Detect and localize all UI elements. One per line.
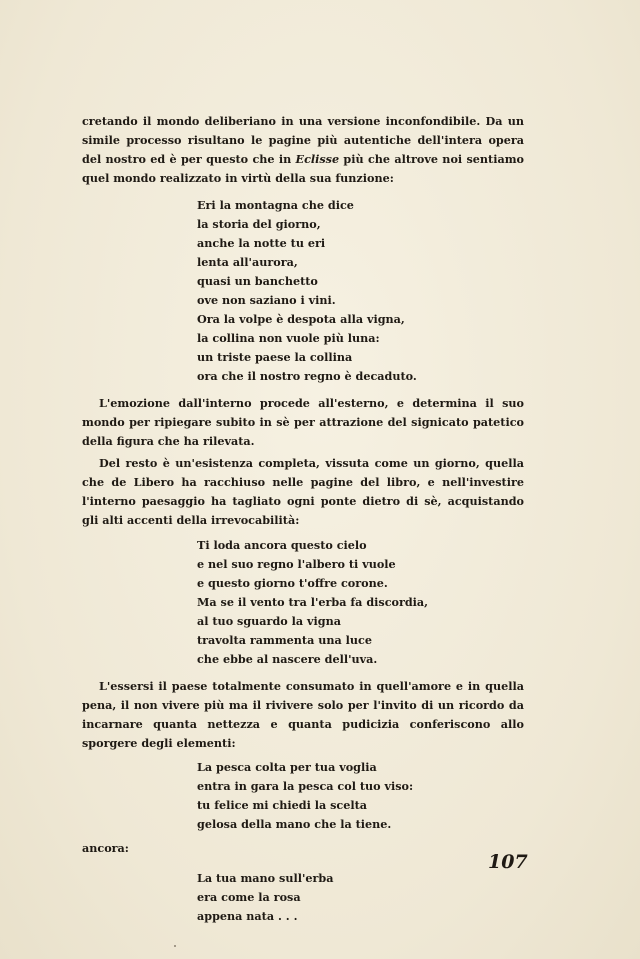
poem-line: che ebbe al nascere dell'uva. xyxy=(197,652,378,666)
poem-line: gelosa della mano che la tiene. xyxy=(197,817,392,831)
poem-quote-4 xyxy=(82,869,524,926)
paragraph-4: L'essersi il paese totalmente consumato in quell'amore e in quella pena, il non vivere più ma il rivivere solo per l'invito di un ricordo da incarnare quanta nettezza e quanta pudicizia conferiscono allo sporgere degli elementi: xyxy=(82,679,524,750)
paragraph-1-text-b: più che altrove noi sentiamo quel mondo realizzato in virtù della sua funzione: xyxy=(82,152,524,185)
poem-line: travolta rammenta una luce xyxy=(197,633,372,647)
poem-line: e questo giorno t'offre corone. xyxy=(197,576,388,590)
poem-line: entra in gara la pesca col tuo viso: xyxy=(197,779,414,793)
poem-line: al tuo sguardo la vigna xyxy=(197,614,341,628)
page-number: 107 xyxy=(488,851,528,873)
poem-line: anche la notte tu eri xyxy=(197,236,326,250)
poem-line: Ti loda ancora questo cielo xyxy=(197,538,367,552)
poem-line: quasi un banchetto xyxy=(197,274,318,288)
poem-line: tu felice mi chiedi la scelta xyxy=(197,798,368,812)
paragraph-5: ancora: xyxy=(82,841,129,855)
poem-line: appena nata . . . xyxy=(197,909,298,923)
page-body xyxy=(82,112,524,926)
poem-line: Ma se il vento tra l'erba fa discordia, xyxy=(197,595,429,609)
poem-line: ove non saziano i vini. xyxy=(197,293,336,307)
poem-line: Eri la montagna che dice xyxy=(197,198,354,212)
poem-line: e nel suo regno l'albero ti vuole xyxy=(197,557,396,571)
poem-line: era come la rosa xyxy=(197,890,301,904)
poem-line: un triste paese la collina xyxy=(197,350,353,364)
poem-quote-1 xyxy=(82,196,524,386)
poem-line: ora che il nostro regno è decaduto. xyxy=(197,369,417,383)
poem-quote-3 xyxy=(82,758,524,834)
poem-line: La pesca colta per tua voglia xyxy=(197,760,377,774)
paragraph-3: Del resto è un'esistenza completa, vissuta come un giorno, quella che de Libero ha racchiuso nelle pagine del libro, e nell'investire l'interno paesaggio ha tagliato ogni ponte dietro di sè, acquistando gli alti accenti della irrevocabilità: xyxy=(82,456,524,527)
paper-speck xyxy=(174,945,176,947)
paragraph-1 xyxy=(82,112,524,188)
paragraph-2: L'emozione dall'interno procede all'esterno, e determina il suo mondo per ripiegare subito in sè per attrazione del signicato patetico della figura che ha rilevata. xyxy=(82,396,524,448)
poem-line: la storia del giorno, xyxy=(197,217,321,231)
poem-line: La tua mano sull'erba xyxy=(197,871,334,885)
book-title-eclisse: Eclisse xyxy=(295,152,340,166)
poem-line: Ora la volpe è despota alla vigna, xyxy=(197,312,405,326)
poem-line: lenta all'aurora, xyxy=(197,255,298,269)
poem-line: la collina non vuole più luna: xyxy=(197,331,380,345)
paragraph-1-text-a: cretando il mondo deliberiano in una versione inconfondibile. Da un simile processo risultano le pagine più autentiche dell'intera opera del nostro ed è per questo che in xyxy=(82,114,524,166)
poem-quote-2 xyxy=(82,536,524,669)
